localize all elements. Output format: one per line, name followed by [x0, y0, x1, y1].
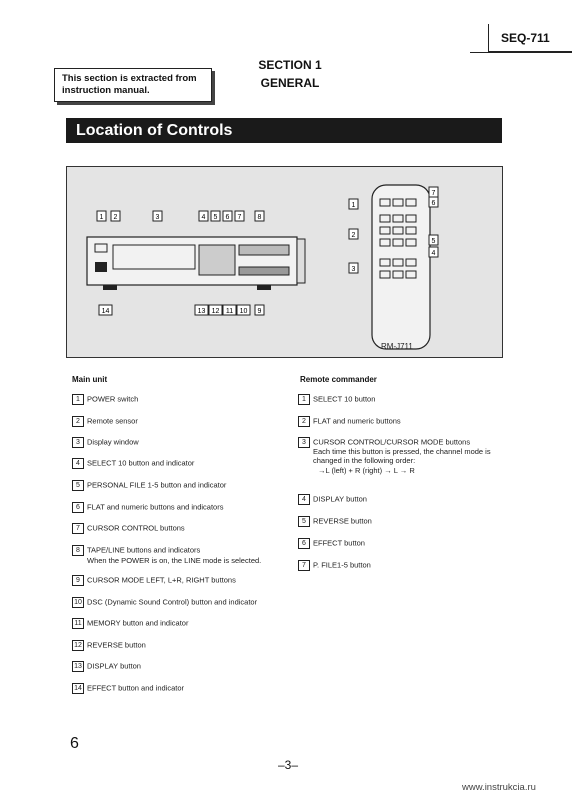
main-callouts-bottom: [99, 305, 264, 315]
callout-number: 1: [298, 394, 310, 405]
callout-label: 11: [225, 308, 234, 315]
callout-label: 6: [431, 200, 436, 207]
item-label: Remote sensor: [87, 416, 138, 426]
item-label: DSC (Dynamic Sound Control) button and indicator: [87, 597, 258, 607]
item-label: PERSONAL FILE 1-5 button and indicator: [87, 480, 227, 490]
effect-button: [95, 262, 107, 272]
callout-label: 2: [113, 214, 118, 221]
item-label: DISPLAY button: [313, 494, 367, 504]
main-unit-heading: Main unit: [72, 375, 108, 384]
section-number: SECTION 1: [258, 58, 322, 72]
tape-line-buttons: [239, 245, 289, 255]
item-label: CURSOR CONTROL/CURSOR MODE buttons: [313, 437, 471, 447]
main-unit-item-4: [72, 458, 194, 469]
tape-line-note: When the POWER is on, the LINE mode is selected.: [87, 556, 262, 565]
callout-number: 4: [298, 494, 310, 505]
remote-model-label: RM-J711: [381, 342, 413, 351]
callout-number: 13: [72, 661, 84, 672]
callout-label: 8: [257, 214, 262, 221]
watermark: www.instrukcia.ru: [462, 782, 536, 793]
main-unit-item-5: [72, 480, 226, 491]
callout-label: 10: [239, 308, 248, 315]
callout-label: 2: [351, 232, 356, 239]
cursor-mode-note-1: Each time this button is pressed, the channel mode is: [313, 447, 491, 456]
item-label: CURSOR CONTROL buttons: [87, 523, 185, 533]
callout-label: 5: [213, 214, 218, 221]
main-unit-item-12: [72, 640, 146, 651]
callout-number: 14: [72, 683, 84, 694]
callout-label: 13: [197, 308, 206, 315]
item-label: P. FILE1-5 button: [313, 560, 371, 570]
callout-number: 2: [72, 416, 84, 427]
item-label: FLAT and numeric buttons and indicators: [87, 502, 224, 512]
callout-label: 14: [101, 308, 110, 315]
remote-heading: Remote commander: [300, 375, 377, 384]
main-unit-item-7: [72, 523, 185, 534]
callout-label: 5: [431, 238, 436, 245]
main-unit-item-2: [72, 416, 138, 427]
main-callouts-top: [97, 211, 264, 221]
callout-number: 7: [298, 560, 310, 571]
cursor-mode-note-2: changed in the following order:: [313, 456, 416, 465]
remote-item-7: [298, 560, 371, 571]
item-label: REVERSE button: [313, 516, 372, 526]
callout-number: 9: [72, 575, 84, 586]
remote-item-5: [298, 516, 372, 527]
callout-label: 4: [201, 214, 206, 221]
header-rule: [470, 52, 572, 53]
main-unit-item-9: [72, 575, 236, 586]
main-unit-side: [297, 239, 305, 283]
item-label: EFFECT button: [313, 538, 365, 548]
section-name: GENERAL: [260, 76, 320, 90]
main-unit-item-3: [72, 437, 139, 448]
item-label: TAPE/LINE buttons and indicators: [87, 545, 201, 555]
callout-number: 12: [72, 640, 84, 651]
callout-label: 3: [351, 266, 356, 273]
callout-number: 2: [298, 416, 310, 427]
callout-label: 1: [351, 202, 356, 209]
cursor-mode-buttons: [239, 267, 289, 275]
callout-number: 10: [72, 597, 84, 608]
callout-label: 1: [99, 214, 104, 221]
remote-item-6: [298, 538, 365, 549]
main-unit-item-10: [72, 597, 257, 608]
main-unit-item-6: [72, 502, 223, 513]
controls-figure: [66, 166, 503, 358]
main-unit-item-8: [72, 545, 200, 556]
extract-notice: This section is extracted from instruction manual.: [54, 68, 212, 102]
item-label: CURSOR MODE LEFT, L+R, RIGHT buttons: [87, 575, 236, 585]
item-label: MEMORY button and indicator: [87, 618, 189, 628]
remote-item-4: [298, 494, 367, 505]
location-of-controls-banner: Location of Controls: [66, 118, 502, 143]
page-number: –3–: [278, 758, 299, 772]
main-unit-item-13: [72, 661, 141, 672]
callout-number: 6: [72, 502, 84, 513]
callout-label: 12: [211, 308, 220, 315]
remote-item-2: [298, 416, 401, 427]
model-number: SEQ-711: [488, 24, 572, 52]
item-label: Display window: [87, 437, 139, 447]
item-label: POWER switch: [87, 394, 139, 404]
main-unit-item-11: [72, 618, 188, 629]
callout-number: 8: [72, 545, 84, 556]
callout-label: 6: [225, 214, 230, 221]
item-label: SELECT 10 button: [313, 394, 376, 404]
callout-number: 3: [72, 437, 84, 448]
item-label: EFFECT button and indicator: [87, 683, 184, 693]
callout-number: 5: [298, 516, 310, 527]
controls-illustration: [67, 167, 502, 357]
callout-label: 7: [431, 190, 436, 197]
remote-body: [372, 185, 430, 349]
main-unit-item-1: [72, 394, 138, 405]
main-unit-item-14: [72, 683, 184, 694]
numeric-buttons: [199, 245, 235, 275]
cursor-mode-sequence: →L (left) + R (right) → L → R: [318, 466, 415, 475]
callout-number: 1: [72, 394, 84, 405]
main-unit-foot: [257, 285, 271, 290]
callout-number: 7: [72, 523, 84, 534]
main-unit-body: [87, 237, 297, 285]
callout-number: 11: [72, 618, 84, 629]
remote-item-1: [298, 394, 375, 405]
left-page-number: 6: [70, 735, 79, 752]
callout-number: 5: [72, 480, 84, 491]
callout-label: 4: [431, 250, 436, 257]
item-label: FLAT and numeric buttons: [313, 416, 401, 426]
callout-label: 7: [237, 214, 242, 221]
callout-number: 3: [298, 437, 310, 448]
item-label: DISPLAY button: [87, 661, 141, 671]
callout-label: 3: [155, 214, 160, 221]
callout-number: 4: [72, 458, 84, 469]
item-label: REVERSE button: [87, 640, 146, 650]
callout-number: 6: [298, 538, 310, 549]
callout-label: 9: [257, 308, 262, 315]
item-label: SELECT 10 button and indicator: [87, 458, 195, 468]
main-unit-foot: [103, 285, 117, 290]
